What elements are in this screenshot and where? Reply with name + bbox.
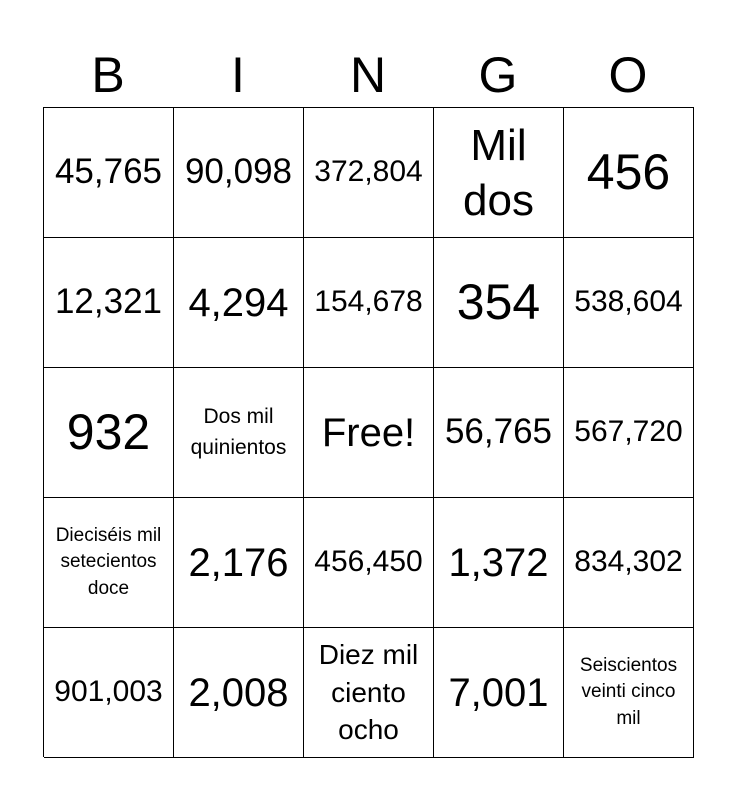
bingo-row [44, 238, 694, 368]
cell-text: 1,372 [448, 540, 549, 585]
bingo-cell [564, 628, 694, 758]
cell-text: 2,176 [188, 540, 289, 585]
cell-text: 2,008 [188, 670, 289, 715]
bingo-cell [434, 628, 564, 758]
bingo-cell [434, 108, 564, 238]
header-letter-g: G [478, 47, 518, 103]
bingo-cell [44, 498, 174, 628]
bingo-cell [174, 498, 304, 628]
cell-text: Seiscientos veinti cinco mil [579, 654, 678, 729]
cell-text: Mil dos [463, 120, 534, 225]
cell-text: 567,720 [574, 415, 683, 449]
bingo-cell [304, 238, 434, 368]
bingo-cell [174, 108, 304, 238]
bingo-cell [174, 368, 304, 498]
bingo-cell [434, 498, 564, 628]
bingo-cell [564, 108, 694, 238]
header-letter-b: B [91, 47, 125, 103]
cell-text: 4,294 [188, 280, 289, 325]
bingo-cell [434, 238, 564, 368]
free-space-text: Free! [321, 410, 416, 455]
bingo-cell [564, 238, 694, 368]
cell-text: 7,001 [448, 670, 549, 715]
header-letter-o: O [608, 47, 648, 103]
cell-text: 354 [456, 274, 541, 330]
cell-text: 372,804 [314, 155, 423, 189]
bingo-row [44, 368, 694, 498]
bingo-cell [44, 108, 174, 238]
cell-text: 45,765 [54, 152, 163, 192]
cell-text: 12,321 [54, 282, 163, 322]
cell-text: 154,678 [314, 285, 423, 319]
bingo-cell [304, 628, 434, 758]
cell-text: 456,450 [314, 545, 423, 579]
bingo-cell [44, 368, 174, 498]
bingo-cell [44, 628, 174, 758]
cell-text: 56,765 [444, 412, 553, 452]
cell-text: 932 [66, 404, 151, 460]
bingo-header [43, 44, 693, 106]
cell-text: 90,098 [184, 152, 293, 192]
cell-text: 834,302 [574, 545, 683, 579]
bingo-grid [43, 107, 694, 757]
cell-text: Dieciséis mil setecientos doce [55, 524, 162, 599]
bingo-cell [44, 238, 174, 368]
cell-text: 456 [586, 144, 671, 200]
bingo-cell [434, 368, 564, 498]
header-letter-i: I [231, 47, 245, 103]
header-letter-n: N [349, 47, 387, 103]
free-space-cell [304, 368, 434, 498]
cell-text: Dos mil quinientos [190, 405, 287, 459]
bingo-row [44, 498, 694, 628]
bingo-cell [304, 498, 434, 628]
bingo-row [44, 108, 694, 238]
cell-text: Diez mil ciento ocho [318, 638, 419, 746]
bingo-cell [174, 238, 304, 368]
bingo-row [44, 628, 694, 758]
bingo-cell [564, 498, 694, 628]
bingo-cell [304, 108, 434, 238]
cell-text: 538,604 [574, 285, 683, 319]
cell-text: 901,003 [54, 675, 163, 709]
bingo-cell [174, 628, 304, 758]
bingo-cell [564, 368, 694, 498]
